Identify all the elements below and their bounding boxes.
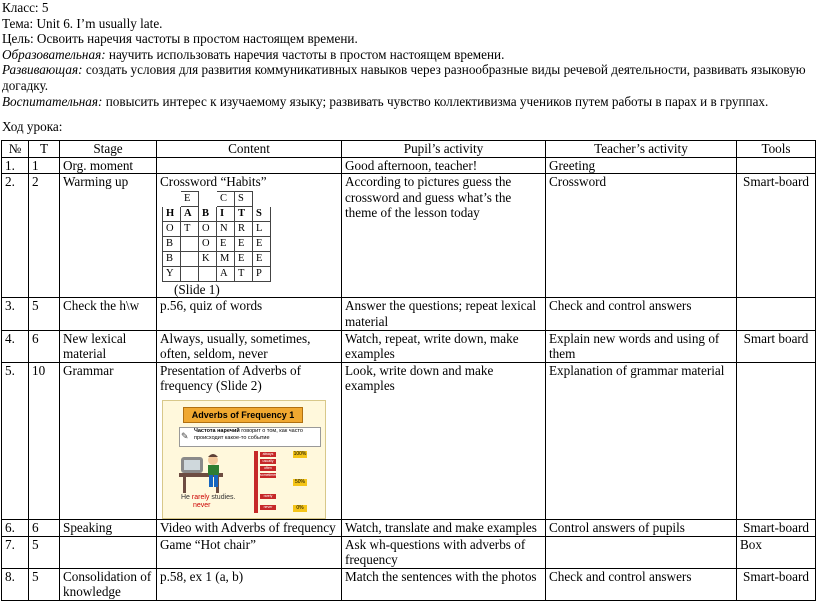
row-tools: Smart board <box>737 330 816 362</box>
table-row <box>2 519 816 536</box>
row-stage <box>60 536 157 568</box>
slide-definition-bold: Частота наречий <box>194 427 240 434</box>
level-always: always <box>260 452 276 457</box>
class-line: Класс: 5 <box>2 0 49 15</box>
crossword-cell: S <box>253 206 271 221</box>
crossword-cell: T <box>235 266 253 281</box>
crossword-cell: C <box>217 191 235 206</box>
level-usually: usually <box>260 459 276 464</box>
table-row <box>2 330 816 362</box>
topic-line: Тема: Unit 6. I’m usually late. <box>2 15 163 31</box>
crossword-cell: B <box>199 206 217 221</box>
row-num: 4. <box>2 330 29 362</box>
row-teacher: Crossword <box>546 174 737 298</box>
col-header-pupil: Pupil’s activity <box>342 141 546 158</box>
row-teacher <box>546 536 737 568</box>
row-time: 10 <box>29 362 60 519</box>
crossword-cell: E <box>181 191 199 206</box>
crossword-cell: E <box>217 236 235 251</box>
table-row <box>2 536 816 568</box>
crossword-cell: O <box>199 221 217 236</box>
row-time: 5 <box>29 568 60 600</box>
lesson-header <box>2 0 814 135</box>
row-tools: Smart-board <box>737 174 816 298</box>
slide-definition-rest: говорит о том, как часто происходит какое-то событие <box>194 427 303 441</box>
row-teacher: Check and control answers <box>546 298 737 330</box>
row-content: p.58, ex 1 (a, b) <box>157 568 342 600</box>
crossword-cell: P <box>253 266 271 281</box>
crossword-row <box>163 266 271 281</box>
row-pupil: Look, write down and make examples <box>342 362 546 519</box>
row-time: 1 <box>29 157 60 174</box>
crossword-cell <box>253 191 271 206</box>
crossword-cell: N <box>217 221 235 236</box>
frequency-scale-bar <box>254 451 258 513</box>
row-stage: Speaking <box>60 519 157 536</box>
crossword-cell: L <box>253 221 271 236</box>
row-num: 7. <box>2 536 29 568</box>
developing-text: создать условия для развития коммуникативных навыков через разнообразные виды речевой деятельности, развивать языковую догадку. <box>2 62 806 93</box>
row-tools <box>737 157 816 174</box>
upbringing-text: повысить интерес к изучаемому языку; развивать чувство коллективизма учеников путем работы в парах и в группах. <box>102 93 769 109</box>
row-stage: Warming up <box>60 174 157 298</box>
crossword-row <box>163 206 271 221</box>
slide-title: Adverbs of Frequency 1 <box>183 407 303 423</box>
row-num: 2. <box>2 174 29 298</box>
crossword-cell: A <box>217 266 235 281</box>
grammar-content-text: Presentation of Adverbs of frequency (Slide 2) <box>160 362 302 394</box>
level-never: never <box>260 505 276 510</box>
row-pupil: Match the sentences with the photos <box>342 568 546 600</box>
table-header-row <box>2 141 816 158</box>
educational-text: научить использовать наречия частоты в простом настоящем времени. <box>105 46 505 62</box>
upbringing-goal <box>2 94 814 110</box>
col-header-stage: Stage <box>60 141 157 158</box>
row-num: 1. <box>2 157 29 174</box>
row-pupil: Watch, repeat, write down, make examples <box>342 330 546 362</box>
developing-goal <box>2 62 814 93</box>
row-content <box>157 157 342 174</box>
row-content: p.56, quiz of words <box>157 298 342 330</box>
row-num: 3. <box>2 298 29 330</box>
col-header-tools: Tools <box>737 141 816 158</box>
row-teacher: Explanation of grammar material <box>546 362 737 519</box>
crossword-cell: I <box>217 206 235 221</box>
table-row <box>2 298 816 330</box>
pct-0: 0% <box>293 505 307 512</box>
row-time: 6 <box>29 519 60 536</box>
lesson-plan-table <box>1 140 816 601</box>
col-header-teacher: Teacher’s activity <box>546 141 737 158</box>
row-time: 6 <box>29 330 60 362</box>
crossword-cell <box>181 266 199 281</box>
crossword-title: Crossword “Habits” <box>160 174 267 190</box>
row-teacher: Control answers of pupils <box>546 519 737 536</box>
student-at-desk-icon <box>177 451 233 493</box>
row-tools: Smart-board <box>737 568 816 600</box>
row-num: 6. <box>2 519 29 536</box>
row-stage: Check the h\w <box>60 298 157 330</box>
row-pupil: Ask wh-questions with adverbs of frequency <box>342 536 546 568</box>
row-num: 5. <box>2 362 29 519</box>
row-stage: New lexical material <box>60 330 157 362</box>
crossword-cell: B <box>163 251 181 266</box>
slide-example: He rarely studies. never <box>181 493 236 509</box>
upbringing-label: Воспитательная: <box>2 93 103 109</box>
adverbs-slide-image <box>162 400 326 519</box>
crossword-cell: O <box>163 221 181 236</box>
crossword-cell: E <box>253 236 271 251</box>
row-num: 8. <box>2 568 29 600</box>
row-time: 5 <box>29 298 60 330</box>
row-pupil: According to pictures guess the crossword and guess what’s the theme of the lesson today <box>342 174 546 298</box>
row-pupil: Answer the questions; repeat lexical material <box>342 298 546 330</box>
crossword-cell: B <box>163 236 181 251</box>
crossword-row <box>163 236 271 251</box>
crossword-cell: S <box>235 191 253 206</box>
pct-50: 50% <box>294 478 305 485</box>
crossword-cell: E <box>235 251 253 266</box>
table-row <box>2 362 816 519</box>
row-content <box>157 174 342 298</box>
row-teacher: Greeting <box>546 157 737 174</box>
goal-line: Цель: Освоить наречия частоты в простом настоящем времени. <box>2 31 358 47</box>
pct-100: 100% <box>293 450 307 457</box>
table-row <box>2 157 816 174</box>
row-stage: Grammar <box>60 362 157 519</box>
educational-goal <box>2 47 814 63</box>
col-header-content: Content <box>157 141 342 158</box>
crossword-cell: M <box>217 251 235 266</box>
crossword-cell: H <box>163 206 181 221</box>
row-stage: Org. moment <box>60 157 157 174</box>
crossword-grid <box>162 191 271 282</box>
row-content <box>157 362 342 519</box>
row-time: 2 <box>29 174 60 298</box>
pencil-icon: ✎ <box>181 430 189 441</box>
crossword-cell <box>199 191 217 206</box>
level-often: often <box>260 466 276 471</box>
crossword-cell <box>199 266 217 281</box>
level-rarely: rarely <box>260 494 276 499</box>
table-row <box>2 174 816 298</box>
slide-definition <box>179 427 321 447</box>
crossword-row <box>163 221 271 236</box>
row-stage: Consolidation of knowledge <box>60 568 157 600</box>
row-tools: Smart-board <box>737 519 816 536</box>
row-tools: Box <box>737 536 816 568</box>
crossword-cell: O <box>199 236 217 251</box>
crossword-cell: E <box>253 251 271 266</box>
crossword-cell: R <box>235 221 253 236</box>
col-header-time: T <box>29 141 60 158</box>
lesson-course-label: Ход урока: <box>2 119 63 135</box>
crossword-cell: A <box>181 206 199 221</box>
crossword-row <box>163 191 271 206</box>
crossword-cell <box>181 251 199 266</box>
table-row <box>2 568 816 600</box>
slide-1-label: (Slide 1) <box>174 281 220 297</box>
crossword-cell: E <box>235 236 253 251</box>
row-pupil: Watch, translate and make examples <box>342 519 546 536</box>
crossword-cell <box>163 191 181 206</box>
developing-label: Развивающая: <box>2 62 83 78</box>
row-time: 5 <box>29 536 60 568</box>
row-teacher: Explain new words and using of them <box>546 330 737 362</box>
crossword-cell: T <box>235 206 253 221</box>
row-teacher: Check and control answers <box>546 568 737 600</box>
row-pupil: Good afternoon, teacher! <box>342 157 546 174</box>
crossword-cell: Y <box>163 266 181 281</box>
row-content: Always, usually, sometimes, often, seldom, never <box>157 330 342 362</box>
col-header-num: № <box>2 141 29 158</box>
level-sometimes: sometimes <box>260 472 277 477</box>
crossword-cell <box>181 236 199 251</box>
row-content: Game “Hot chair” <box>157 536 342 568</box>
crossword-cell: T <box>181 221 199 236</box>
row-content: Video with Adverbs of frequency <box>157 519 342 536</box>
crossword-cell: K <box>199 251 217 266</box>
crossword-row <box>163 251 271 266</box>
row-tools <box>737 362 816 519</box>
row-tools <box>737 298 816 330</box>
educational-label: Образовательная: <box>2 46 106 62</box>
